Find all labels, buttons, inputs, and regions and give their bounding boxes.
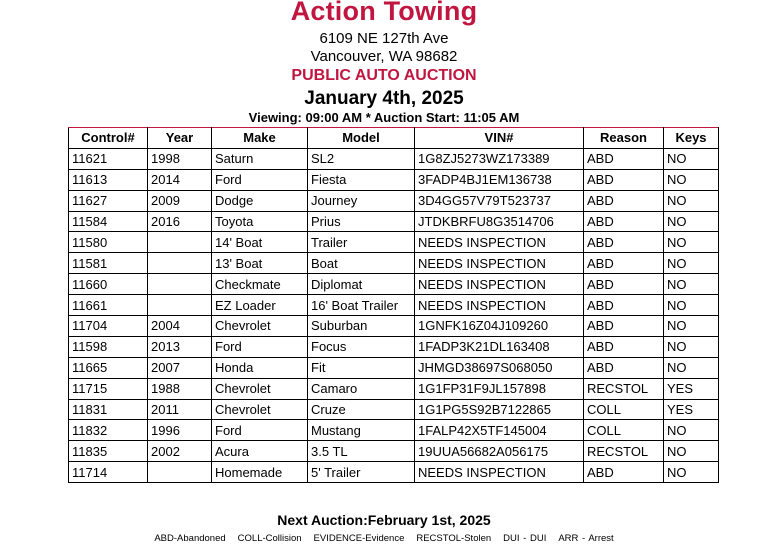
- cell-reason: ABD: [584, 211, 664, 232]
- cell-vin: NEEDS INSPECTION: [415, 295, 584, 316]
- cell-year: [148, 253, 212, 274]
- cell-year: 2004: [148, 316, 212, 337]
- cell-year: 2013: [148, 336, 212, 357]
- cell-make: Chevrolet: [212, 378, 308, 399]
- legend-item: COLL-Collision: [237, 533, 302, 544]
- cell-vin: NEEDS INSPECTION: [415, 274, 584, 295]
- table-row: [69, 357, 719, 378]
- cell-vin: 1G1PG5S92B7122865: [415, 399, 584, 420]
- cell-reason: RECSTOL: [584, 378, 664, 399]
- cell-reason: ABD: [584, 316, 664, 337]
- cell-control: 11598: [69, 336, 148, 357]
- cell-model: Boat: [308, 253, 415, 274]
- column-header-year: Year: [148, 128, 212, 149]
- cell-year: [148, 295, 212, 316]
- cell-year: 1996: [148, 420, 212, 441]
- cell-reason: COLL: [584, 399, 664, 420]
- cell-vin: 3D4GG57V79T523737: [415, 190, 584, 211]
- cell-keys: NO: [664, 274, 719, 295]
- cell-make: Ford: [212, 420, 308, 441]
- table-header-row: [69, 128, 719, 149]
- table-row: [69, 336, 719, 357]
- next-auction: Next Auction:February 1st, 2025: [277, 512, 491, 528]
- cell-make: Toyota: [212, 211, 308, 232]
- cell-make: Ford: [212, 169, 308, 190]
- address-line-2: Vancouver, WA 98682: [310, 48, 458, 65]
- cell-keys: NO: [664, 316, 719, 337]
- table-row: [69, 253, 719, 274]
- column-header-make: Make: [212, 128, 308, 149]
- legend-item: RECSTOL-Stolen: [416, 533, 492, 544]
- cell-control: 11715: [69, 378, 148, 399]
- table-row: [69, 420, 719, 441]
- auction-title: PUBLIC AUTO AUCTION: [291, 67, 477, 84]
- cell-keys: NO: [664, 190, 719, 211]
- cell-reason: RECSTOL: [584, 441, 664, 462]
- cell-control: 11704: [69, 316, 148, 337]
- legend-item: DUI - DUI: [503, 533, 547, 544]
- cell-make: Chevrolet: [212, 316, 308, 337]
- table-row: [69, 295, 719, 316]
- cell-keys: NO: [664, 211, 719, 232]
- cell-make: Honda: [212, 357, 308, 378]
- cell-make: Acura: [212, 441, 308, 462]
- table-body: [69, 148, 719, 482]
- cell-vin: NEEDS INSPECTION: [415, 232, 584, 253]
- cell-keys: YES: [664, 378, 719, 399]
- table-row: [69, 462, 719, 483]
- cell-keys: NO: [664, 169, 719, 190]
- column-header-reason: Reason: [584, 128, 664, 149]
- cell-control: 11621: [69, 148, 148, 169]
- cell-make: EZ Loader: [212, 295, 308, 316]
- table-row: [69, 399, 719, 420]
- cell-make: Homemade: [212, 462, 308, 483]
- cell-year: [148, 232, 212, 253]
- cell-control: 11831: [69, 399, 148, 420]
- cell-model: Mustang: [308, 420, 415, 441]
- legend-item: ARR - Arrest: [558, 533, 614, 544]
- table-row: [69, 148, 719, 169]
- cell-year: 2007: [148, 357, 212, 378]
- cell-control: 11714: [69, 462, 148, 483]
- cell-keys: NO: [664, 253, 719, 274]
- cell-reason: ABD: [584, 274, 664, 295]
- cell-model: Diplomat: [308, 274, 415, 295]
- cell-model: Suburban: [308, 316, 415, 337]
- cell-year: 2016: [148, 211, 212, 232]
- column-header-model: Model: [308, 128, 415, 149]
- cell-year: 2014: [148, 169, 212, 190]
- column-header-vin: VIN#: [415, 128, 584, 149]
- cell-reason: ABD: [584, 253, 664, 274]
- cell-model: Fiesta: [308, 169, 415, 190]
- cell-model: Focus: [308, 336, 415, 357]
- cell-reason: ABD: [584, 357, 664, 378]
- cell-control: 11835: [69, 441, 148, 462]
- column-header-control: Control#: [69, 128, 148, 149]
- auction-date: January 4th, 2025: [304, 88, 464, 109]
- cell-vin: 1G8ZJ5273WZ173389: [415, 148, 584, 169]
- table-row: [69, 316, 719, 337]
- cell-keys: NO: [664, 441, 719, 462]
- cell-model: 3.5 TL: [308, 441, 415, 462]
- cell-model: Fit: [308, 357, 415, 378]
- cell-model: Journey: [308, 190, 415, 211]
- cell-keys: NO: [664, 295, 719, 316]
- cell-keys: NO: [664, 336, 719, 357]
- cell-reason: ABD: [584, 148, 664, 169]
- cell-keys: NO: [664, 232, 719, 253]
- cell-vin: 1FALP42X5TF145004: [415, 420, 584, 441]
- cell-year: 2002: [148, 441, 212, 462]
- company-name: Action Towing: [290, 0, 478, 26]
- column-header-keys: Keys: [664, 128, 719, 149]
- cell-reason: ABD: [584, 462, 664, 483]
- cell-vin: JHMGD38697S068050: [415, 357, 584, 378]
- cell-control: 11832: [69, 420, 148, 441]
- cell-reason: ABD: [584, 232, 664, 253]
- cell-year: 1988: [148, 378, 212, 399]
- cell-control: 11660: [69, 274, 148, 295]
- table-row: [69, 441, 719, 462]
- cell-reason: COLL: [584, 420, 664, 441]
- table-row: [69, 274, 719, 295]
- cell-keys: NO: [664, 148, 719, 169]
- cell-vin: 3FADP4BJ1EM136738: [415, 169, 584, 190]
- cell-model: 16' Boat Trailer: [308, 295, 415, 316]
- cell-make: 14' Boat: [212, 232, 308, 253]
- table-row: [69, 378, 719, 399]
- cell-make: Checkmate: [212, 274, 308, 295]
- cell-keys: YES: [664, 399, 719, 420]
- cell-year: 1998: [148, 148, 212, 169]
- cell-control: 11661: [69, 295, 148, 316]
- table-row: [69, 190, 719, 211]
- cell-make: Ford: [212, 336, 308, 357]
- cell-make: Dodge: [212, 190, 308, 211]
- cell-control: 11580: [69, 232, 148, 253]
- cell-make: Saturn: [212, 148, 308, 169]
- cell-vin: NEEDS INSPECTION: [415, 253, 584, 274]
- cell-vin: 19UUA56682A056175: [415, 441, 584, 462]
- cell-model: Camaro: [308, 378, 415, 399]
- cell-make: 13' Boat: [212, 253, 308, 274]
- cell-model: Cruze: [308, 399, 415, 420]
- cell-control: 11665: [69, 357, 148, 378]
- cell-control: 11627: [69, 190, 148, 211]
- cell-reason: ABD: [584, 336, 664, 357]
- cell-year: 2011: [148, 399, 212, 420]
- cell-model: SL2: [308, 148, 415, 169]
- cell-year: [148, 462, 212, 483]
- viewing-times: Viewing: 09:00 AM * Auction Start: 11:05 AM: [248, 110, 520, 125]
- cell-make: Chevrolet: [212, 399, 308, 420]
- vehicle-table: [68, 127, 719, 483]
- cell-reason: ABD: [584, 295, 664, 316]
- table-row: [69, 169, 719, 190]
- cell-keys: NO: [664, 357, 719, 378]
- cell-year: [148, 274, 212, 295]
- cell-vin: NEEDS INSPECTION: [415, 462, 584, 483]
- cell-control: 11581: [69, 253, 148, 274]
- cell-vin: 1G1FP31F9JL157898: [415, 378, 584, 399]
- cell-control: 11584: [69, 211, 148, 232]
- table-row: [69, 232, 719, 253]
- legend-item: ABD-Abandoned: [154, 533, 226, 544]
- cell-keys: NO: [664, 420, 719, 441]
- cell-year: 2009: [148, 190, 212, 211]
- cell-control: 11613: [69, 169, 148, 190]
- cell-model: 5' Trailer: [308, 462, 415, 483]
- cell-model: Trailer: [308, 232, 415, 253]
- cell-vin: 1GNFK16Z04J109260: [415, 316, 584, 337]
- reason-legend: [0, 533, 768, 544]
- cell-vin: 1FADP3K21DL163408: [415, 336, 584, 357]
- cell-model: Prius: [308, 211, 415, 232]
- address-line-1: 6109 NE 127th Ave: [319, 30, 449, 47]
- cell-keys: NO: [664, 462, 719, 483]
- cell-reason: ABD: [584, 190, 664, 211]
- legend-item: EVIDENCE-Evidence: [313, 533, 405, 544]
- table-row: [69, 211, 719, 232]
- cell-vin: JTDKBRFU8G3514706: [415, 211, 584, 232]
- cell-reason: ABD: [584, 169, 664, 190]
